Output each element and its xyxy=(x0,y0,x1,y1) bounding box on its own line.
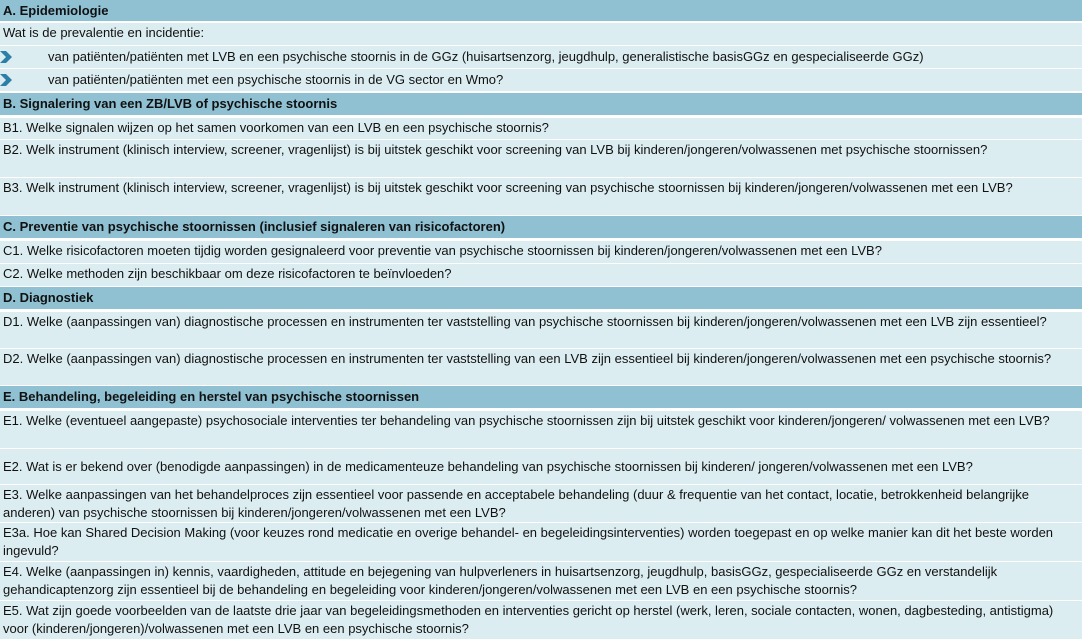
section-e-header xyxy=(0,386,1082,410)
question-e3: E3. Welke aanpassingen van het behandelproces zijn essentieel voor passende en acceptabele behandeling (duur & frequentie van het contact, locatie, betrokkenheid belangrijke anderen) van psychische stoornissen bij kinderen/jongeren/volwassenen met een LVB? xyxy=(3,487,1030,520)
question-row xyxy=(0,178,1082,216)
bullet-item xyxy=(0,46,1082,69)
question-row xyxy=(0,241,1082,264)
question-e4: E4. Welke (aanpassingen in) kennis, vaardigheden, attitude en bejegening van hulpverleners in huisartsenzorg, jeugdhulp, basisGGz, gespecialiseerde GGz en verstandelijk gehandicaptenzorg zijn essentieel bij de behandeling en begeleiding voor kinderen/jongeren/volwassenen met een LVB en een psychische stoornis? xyxy=(3,564,998,597)
question-d1: D1. Welke (aanpassingen van) diagnostische processen en instrumenten ter vaststelling van psychische stoornissen bij kinderen/jongeren/volwassenen met een LVB zijn essentieel? xyxy=(3,314,1047,329)
section-e-title: E. Behandeling, begeleiding en herstel van psychische stoornissen xyxy=(3,389,420,404)
question-row xyxy=(0,601,1082,639)
question-e3a: E3a. Hoe kan Shared Decision Making (voor keuzes rond medicatie en overige behandel- en begeleidingsinterventies) worden toegepast en op welke manier kan dit het beste worden ingevuld? xyxy=(3,525,1054,558)
question-row xyxy=(0,349,1082,386)
question-row xyxy=(0,411,1082,449)
chevron-right-icon xyxy=(0,50,14,64)
question-row xyxy=(0,140,1082,178)
question-row xyxy=(0,449,1082,485)
question-c2: C2. Welke methoden zijn beschikbaar om deze risicofactoren te beïnvloeden? xyxy=(3,266,452,281)
question-row xyxy=(0,523,1082,562)
section-b-title: B. Signalering van een ZB/LVB of psychische stoornis xyxy=(3,96,338,111)
question-e1: E1. Welke (eventueel aangepaste) psychosociale interventies ter behandeling van psychische stoornissen zijn bij uitstek geschikt voor kinderen/jongeren/ volwassenen met een LVB? xyxy=(3,413,1050,428)
question-b2: B2. Welk instrument (klinisch interview, screener, vragenlijst) is bij uitstek geschikt voor screening van LVB bij kinderen/jongeren/volwassenen met psychische stoornissen? xyxy=(3,142,988,157)
section-c-header xyxy=(0,216,1082,240)
question-b1: B1. Welke signalen wijzen op het samen voorkomen van een LVB en een psychische stoornis? xyxy=(3,120,549,135)
question-d2: D2. Welke (aanpassingen van) diagnostische processen en instrumenten ter vaststelling van een LVB zijn essentieel bij kinderen/jongeren/volwassenen met een psychische stoornis? xyxy=(3,351,1052,366)
question-row xyxy=(0,312,1082,349)
question-row xyxy=(0,118,1082,140)
section-a-title: A. Epidemiologie xyxy=(3,2,109,18)
question-e5: E5. Wat zijn goede voorbeelden van de laatste drie jaar van begeleidingsmethoden en interventies gericht op herstel (werk, leren, sociale contacten, wonen, dagbesteding, antistigma) voor (kinderen/jongeren)/volwassenen met een LVB en een psychische stoornis? xyxy=(3,603,1054,636)
bullet-text: van patiënten/patiënten met LVB en een psychische stoornis in de GGz (huisartsenzorg, jeugdhulp, generalistische basisGGz en gespecialiseerde GGz) xyxy=(48,49,924,64)
section-b-header xyxy=(0,93,1082,117)
question-b3: B3. Welk instrument (klinisch interview, screener, vragenlijst) is bij uitstek geschikt voor screening van psychische stoornissen bij kinderen/jongeren/volwassenen met een LVB? xyxy=(3,180,1013,195)
chevron-right-icon xyxy=(0,73,14,87)
question-c1: C1. Welke risicofactoren moeten tijdig worden gesignaleerd voor preventie van psychische stoornissen bij kinderen/jongeren/volwassenen met een LVB? xyxy=(3,243,882,258)
section-d-title: D. Diagnostiek xyxy=(3,290,94,305)
section-c-title: C. Preventie van psychische stoornissen (inclusief signaleren van risicofactoren) xyxy=(3,219,506,234)
bullet-text: van patiënten/patiënten met een psychische stoornis in de VG sector en Wmo? xyxy=(48,72,504,87)
question-row xyxy=(0,485,1082,523)
question-row xyxy=(0,562,1082,601)
question-row xyxy=(0,264,1082,287)
bullet-item xyxy=(0,69,1082,92)
section-a-intro xyxy=(0,23,1082,46)
section-a-header xyxy=(0,0,1082,23)
question-e2: E2. Wat is er bekend over (benodigde aanpassingen) in de medicamenteuze behandeling van psychische stoornissen bij kinderen/ jongeren/volwassenen met een LVB? xyxy=(3,458,973,474)
section-a-intro-text: Wat is de prevalentie en incidentie: xyxy=(3,25,205,40)
section-d-header xyxy=(0,287,1082,311)
